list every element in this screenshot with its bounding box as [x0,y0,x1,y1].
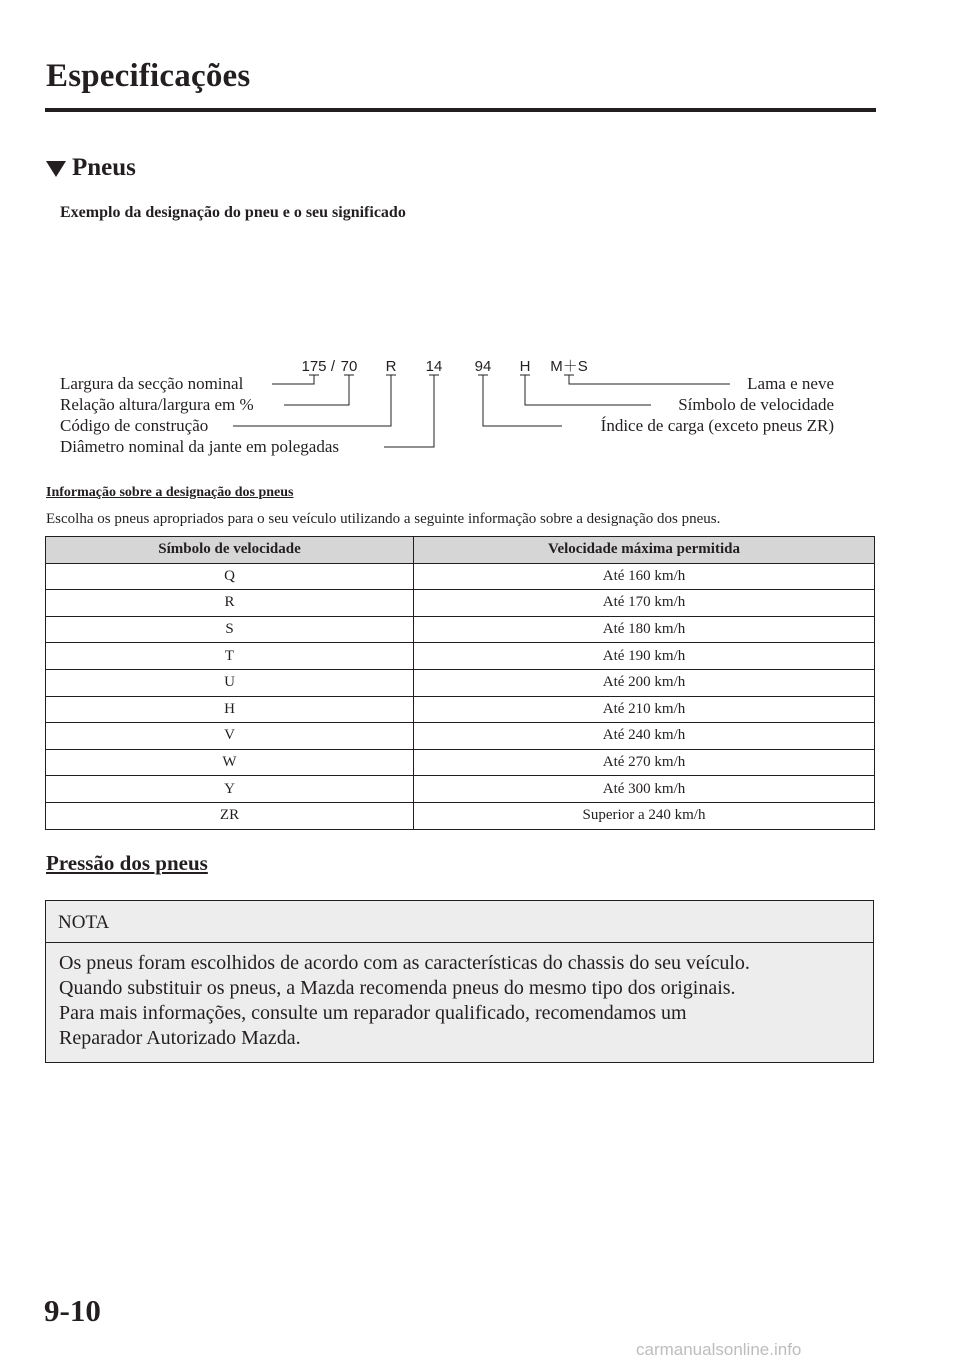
table-row [46,590,875,617]
table-cell-symbol: U [46,669,414,696]
table-row [46,616,875,643]
table-row [46,696,875,723]
table-cell-speed: Até 190 km/h [414,643,875,670]
label-aspect-ratio: Relação altura/largura em % [60,395,254,414]
code-mud-snow: M＋S [550,358,588,375]
table-cell-symbol: V [46,723,414,750]
table-cell-speed: Até 160 km/h [414,563,875,590]
pressure-heading: Pressão dos pneus [46,851,208,875]
table-row [46,776,875,803]
leader-line-load-index [483,375,562,426]
note-title-bar [46,901,873,943]
code-construction: R [385,358,397,375]
table-cell-symbol: T [46,643,414,670]
table-cell-symbol: S [46,616,414,643]
table-row [46,749,875,776]
code-width: 175 [301,358,327,375]
table-cell-symbol: H [46,696,414,723]
table-row [46,563,875,590]
leader-line-speed-symbol [525,375,651,405]
table-cell-speed: Até 200 km/h [414,669,875,696]
note-line: Para mais informações, consulte um reparador qualificado, recomendamos um [59,1002,687,1024]
page-title: Especificações [46,58,251,94]
info-text: Escolha os pneus apropriados para o seu veículo utilizando a seguinte informação sobre a designação dos pneus. [46,511,721,527]
page-number: 9-10 [44,1293,101,1328]
table-cell-speed: Até 240 km/h [414,723,875,750]
label-rim-diameter: Diâmetro nominal da jante em polegadas [60,437,339,456]
leader-line-width [272,375,314,384]
table-cell-speed: Até 170 km/h [414,590,875,617]
note-line: Os pneus foram escolhidos de acordo com as características do chassis do seu veículo. [59,952,750,974]
table-cell-symbol: Q [46,563,414,590]
leader-line-ratio [284,375,349,405]
table-cell-speed: Até 210 km/h [414,696,875,723]
tire-designation-diagram [0,0,960,470]
table-row [46,723,875,750]
code-speed-symbol: H [519,358,531,375]
note-title: NOTA [58,912,110,933]
diagram-codes [301,358,587,375]
table-cell-speed: Até 180 km/h [414,616,875,643]
label-construction-code: Código de construção [60,416,209,435]
table-row [46,669,875,696]
table-cell-symbol: ZR [46,802,414,829]
watermark: carmanualsonline.info [636,1340,802,1359]
table-cell-symbol: W [46,749,414,776]
table-cell-symbol: R [46,590,414,617]
code-load-index: 94 [474,358,492,375]
leader-line-construction [233,375,391,426]
table-row [46,802,875,829]
table-header-speed-symbol: Símbolo de velocidade [46,537,414,564]
section-title: Pneus [72,154,136,181]
table-header-max-speed: Velocidade máxima permitida [414,537,875,564]
table-cell-symbol: Y [46,776,414,803]
leader-line-mud-snow [569,375,730,384]
label-speed-symbol: Símbolo de velocidade [678,395,834,414]
code-slash: / [330,358,336,375]
table-cell-speed: Até 300 km/h [414,776,875,803]
note-box [45,900,874,1063]
note-line: Reparador Autorizado Mazda. [59,1027,301,1049]
label-mud-snow: Lama e neve [747,374,834,393]
table-row [46,643,875,670]
code-diameter: 14 [425,358,443,375]
table-cell-speed: Superior a 240 km/h [414,802,875,829]
example-caption: Exemplo da designação do pneu e o seu significado [60,204,406,221]
label-section-width: Largura da secção nominal [60,374,244,393]
table-header-row [46,537,875,564]
diagram-labels-left [60,374,339,456]
speed-symbol-table [45,536,875,830]
info-heading: Informação sobre a designação dos pneus [46,485,294,500]
table-cell-speed: Até 270 km/h [414,749,875,776]
code-ratio: 70 [340,358,358,375]
note-line: Quando substituir os pneus, a Mazda recomenda pneus do mesmo tipo dos originais. [59,977,736,999]
note-body [59,951,750,1051]
label-load-index: Índice de carga (exceto pneus ZR) [600,416,834,435]
